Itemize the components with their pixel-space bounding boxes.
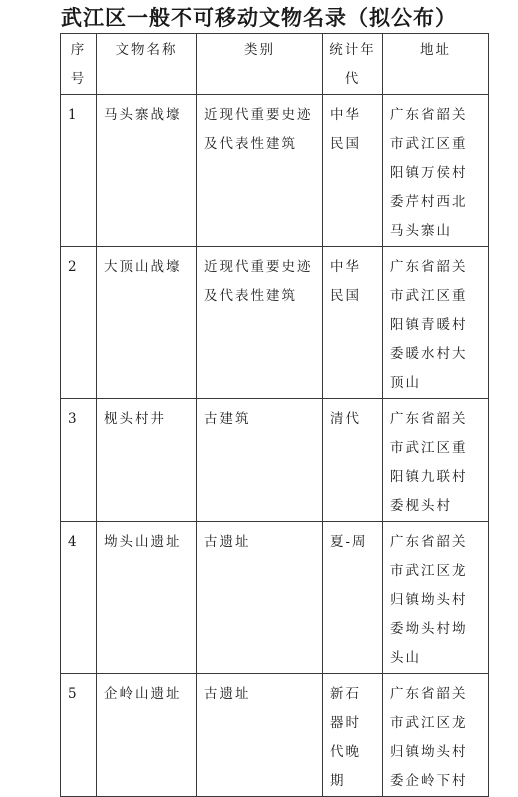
table-row [61,674,489,797]
column-header-category: 类别 [197,34,323,95]
column-header-address: 地址 [383,34,489,95]
cell-name: 马头寨战壕 [97,95,197,247]
cell-address: 广东省韶关市武江区重阳镇九联村委枧头村 [383,399,489,522]
cell-number: 1 [61,95,97,247]
cell-name: 企岭山遗址 [97,674,197,797]
column-header-era: 统计年代 [323,34,383,95]
cell-number: 3 [61,399,97,522]
cell-category: 古遗址 [197,522,323,674]
table-header-row [61,34,489,95]
cell-address: 广东省韶关市武江区重阳镇万侯村委芹村西北马头寨山 [383,95,489,247]
cell-number: 2 [61,247,97,399]
cell-category: 近现代重要史迹及代表性建筑 [197,95,323,247]
table-row [61,247,489,399]
column-header-number: 序号 [61,34,97,95]
page-title: 武江区一般不可移动文物名录（拟公布） [61,6,457,30]
cell-era: 中华民国 [323,247,383,399]
cell-number: 4 [61,522,97,674]
cell-era: 新石器时代晚期 [323,674,383,797]
cell-name: 大顶山战壕 [97,247,197,399]
relics-table [60,33,489,797]
cell-name: 枧头村井 [97,399,197,522]
cell-address: 广东省韶关市武江区龙归镇坳头村委坳头村坳头山 [383,522,489,674]
table-row [61,522,489,674]
cell-era: 夏-周 [323,522,383,674]
table-row [61,399,489,522]
table-row [61,95,489,247]
cell-era: 中华民国 [323,95,383,247]
cell-address: 广东省韶关市武江区龙归镇坳头村委企岭下村 [383,674,489,797]
cell-number: 5 [61,674,97,797]
column-header-name: 文物名称 [97,34,197,95]
cell-name: 坳头山遗址 [97,522,197,674]
cell-address: 广东省韶关市武江区重阳镇青暖村委暖水村大顶山 [383,247,489,399]
cell-category: 古遗址 [197,674,323,797]
cell-category: 古建筑 [197,399,323,522]
cell-category: 近现代重要史迹及代表性建筑 [197,247,323,399]
cell-era: 清代 [323,399,383,522]
